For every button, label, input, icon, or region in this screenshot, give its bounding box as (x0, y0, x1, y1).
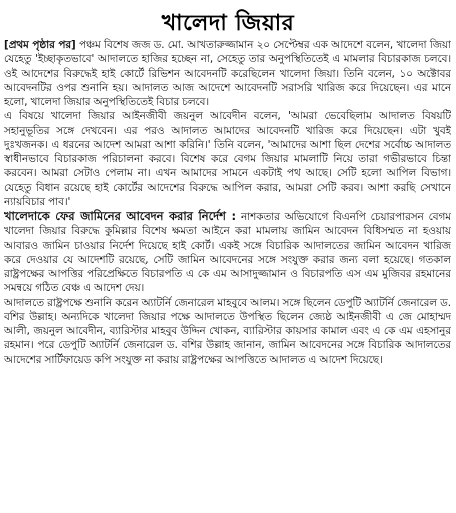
paragraph-1-text: পঞ্চম বিশেষ জজ ড. মো. আখতারুজ্জামান ২০ সেপ্টেম্বর এক আদেশে বলেন, খালেদা জিয়া যেহেতু 'ইচ্ছাকৃতভাবে' আদালতে হাজির হচ্ছেন না, সেহেতু তার অনুপস্থিতিতেই এ মামলার বিচারকাজ চলবে। ওই আদেশের বিরুদ্ধেই হাই কোর্টে রিভিশন আবেদনটি করেছিলেন খালেদা জিয়া। তিনি বলেন, ১০ অক্টোবর আবেদনটির ওপর শুনানি হয়। আদালত আজ আদেশে আবেদনটি সরাসরি খারিজ করে দিয়েছেন। এর মানে হলো, খালেদা জিয়ার অনুপস্থিতিতেই বিচার চলবে। (4, 39, 451, 108)
paragraph-1 (4, 38, 451, 109)
article-headline: খালেদা জিয়ার (161, 10, 295, 36)
paragraph-3-text: নাশকতার অভিযোগে বিএনপি চেয়ারপারসন বেগম খালেদা জিয়ার বিরুদ্ধে কুমিল্লার বিশেষ ক্ষমতা আইনে করা মামলায় জামিন আবেদন বিধিসম্মত না হওয়ায় আবারও জামিন চাওয়ার নির্দেশ দিয়েছে হাই কোর্ট। একই সঙ্গে বিচারিক আদালতের জামিন আবেদন খারিজ করে দেওয়ার যে আদেশটি রয়েছে, সেটি জামিন আবেদনের সঙ্গে সংযুক্ত করার জন্য বলা হয়েছে। গতকাল রাষ্ট্রপক্ষের আপত্তির পরিপ্রেক্ষিতে বিচারপতি এ কে এম আসাদুজ্জামান ও বিচারপতি এস এম মুজিবর রহমানের সমন্বয়ে গঠিত বেঞ্চ এ আদেশ দেয়। (4, 211, 451, 295)
article-body (4, 38, 451, 511)
paragraph-3 (4, 209, 451, 296)
continuation-label: [প্রথম পৃষ্ঠার পর] (4, 39, 76, 51)
paragraph-2: এ বিষয়ে খালেদা জিয়ার আইনজীবী জয়নুল আবেদীন বলেন, 'আমরা ভেবেছিলাম আদালত বিষয়টি সহানুভূতির সঙ্গে দেখবেন। এর পরও আদালত আমাদের আবেদনটি খারিজ করে দিয়েছেন। এটা খুবই দুঃখজনক। এ ধরনের আদেশ আমরা আশা করিনি।' তিনি বলেন, 'আমাদের আশা ছিল দেশের সর্বোচ্চ আদালত স্বাধীনভাবে বিচারকাজ পরিচালনা করবে। বিশেষ করে বেগম জিয়ার মামলাটি নিয়ে তারা গভীরভাবে চিন্তা করবেন। আমরা সেটাও পেলাম না। এখন আমাদের সামনে একটাই পথ আছে। সেটি হলো আপিল বিভাগ। যেহেতু বিধান রয়েছে হাই কোর্টের আদেশের বিরুদ্ধে আপিল করার, আমরা সেটি করব। আশা করছি সেখানে ন্যায়বিচার পাব।' (4, 110, 451, 208)
section-subheading: খালেদাকে ফের জামিনের আবেদন করার নির্দেশ : (4, 209, 237, 223)
paragraph-4: আদালতে রাষ্ট্রপক্ষে শুনানি করেন অ্যাটর্নি জেনারেল মাহবুবে আলম। সঙ্গে ছিলেন ডেপুটি অ্যাটর্নি জেনারেল ড. বশির উল্লাহ। অন্যদিকে খালেদা জিয়ার পক্ষে আদালতে উপস্থিত ছিলেন জ্যেষ্ঠ আইনজীবী এ জে মোহাম্মদ আলী, জয়নুল আবেদীন, ব্যারিস্টার মাহবুব উদ্দিন খোকন, ব্যারিস্টার কায়সার কামাল এবং এ কে এম এহসানুর রহমান। পরে ডেপুটি অ্যাটর্নি জেনারেল ড. বশির উল্লাহ জানান, জামিন আবেদনের সঙ্গে বিচারিক আদালতের আদেশের সার্টিফায়েড কপি সংযুক্ত না করায় রাষ্ট্রপক্ষের আপত্তিতে আদালত এ আদেশ দিয়েছে। (4, 296, 451, 366)
